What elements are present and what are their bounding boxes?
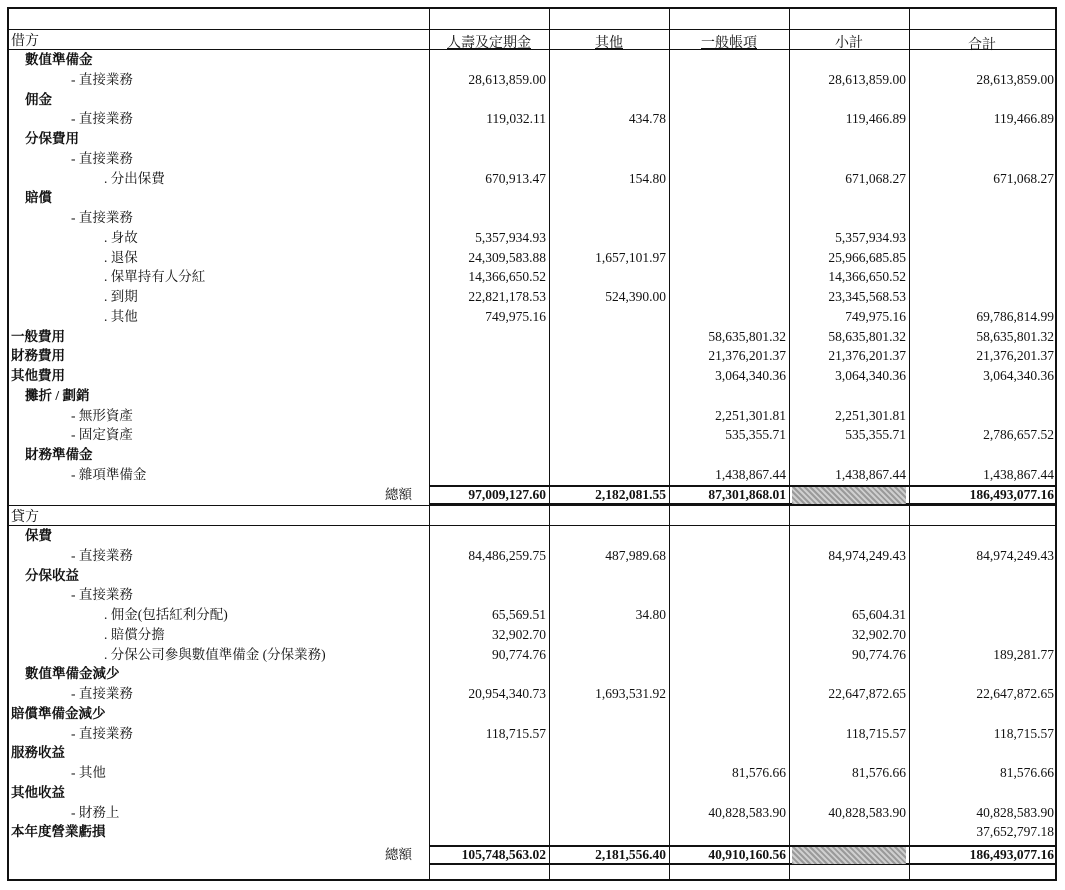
row-label: - 其他 bbox=[71, 765, 106, 780]
table-row bbox=[9, 425, 1055, 445]
header-top-rule bbox=[9, 29, 1055, 30]
row-label: - 直接業務 bbox=[71, 686, 133, 701]
amount-cell: 58,635,801.32 bbox=[708, 328, 786, 344]
amount-cell: 21,376,201.37 bbox=[708, 348, 786, 364]
table-row bbox=[9, 70, 1055, 90]
amount-cell: 2,251,301.81 bbox=[835, 407, 906, 423]
row-label: 一般費用 bbox=[11, 328, 65, 344]
row-label: - 直接業務 bbox=[71, 150, 133, 166]
total-amount-cell: 97,009,127.60 bbox=[468, 487, 546, 502]
amount-cell: 28,613,859.00 bbox=[468, 71, 546, 87]
total-label: 總額 bbox=[385, 847, 412, 862]
table-row bbox=[9, 585, 1055, 605]
row-label: 財務準備金 bbox=[25, 447, 93, 462]
row-label: 佣金 bbox=[25, 91, 52, 107]
row-label: - 直接業務 bbox=[71, 210, 133, 225]
amount-cell: 34.80 bbox=[635, 607, 666, 622]
amount-cell: 14,366,650.52 bbox=[468, 269, 546, 285]
amount-cell: 22,647,872.65 bbox=[828, 686, 906, 701]
amount-cell: 25,966,685.85 bbox=[828, 249, 906, 265]
table-row bbox=[9, 724, 1055, 744]
amount-cell: 23,345,568.53 bbox=[828, 289, 906, 304]
table-row bbox=[9, 803, 1055, 823]
table-row bbox=[9, 109, 1055, 129]
table-row bbox=[9, 625, 1055, 645]
table-row bbox=[9, 546, 1055, 566]
amount-cell: 1,693,531.92 bbox=[595, 686, 666, 701]
amount-cell: 3,064,340.36 bbox=[835, 368, 906, 383]
amount-cell: 535,355.71 bbox=[845, 427, 906, 443]
debit-totals-row bbox=[9, 485, 1055, 505]
amount-cell: 3,064,340.36 bbox=[983, 368, 1054, 383]
table-row bbox=[9, 684, 1055, 704]
row-label: . 保單持有人分紅 bbox=[104, 269, 206, 285]
amount-cell: 90,774.76 bbox=[852, 646, 906, 662]
column-header-subtotal: 小計 bbox=[835, 36, 863, 51]
table-row bbox=[9, 605, 1055, 625]
row-label: 分保費用 bbox=[25, 131, 79, 146]
total-amount-cell: 87,301,868.01 bbox=[708, 487, 786, 502]
amount-cell: 2,786,657.52 bbox=[983, 427, 1054, 443]
table-row bbox=[9, 822, 1055, 842]
table-row bbox=[9, 287, 1055, 307]
amount-cell: 154.80 bbox=[628, 170, 666, 186]
amount-cell: 81,576.66 bbox=[852, 765, 906, 780]
amount-cell: 32,902.70 bbox=[852, 626, 906, 642]
table-row bbox=[9, 307, 1055, 327]
amount-cell: 65,604.31 bbox=[852, 607, 906, 622]
amount-cell: 69,786,814.99 bbox=[976, 308, 1054, 324]
amount-cell: 21,376,201.37 bbox=[828, 348, 906, 364]
total-amount-cell: 186,493,077.16 bbox=[969, 487, 1054, 502]
amount-cell: 119,466.89 bbox=[993, 111, 1054, 127]
row-label: . 其他 bbox=[104, 308, 138, 324]
total-amount-cell: 40,910,160.56 bbox=[708, 847, 786, 862]
amount-cell: 749,975.16 bbox=[845, 308, 906, 324]
table-row bbox=[9, 645, 1055, 665]
row-label: . 賠償分擔 bbox=[104, 626, 165, 642]
amount-cell: 2,251,301.81 bbox=[715, 407, 786, 423]
amount-cell: 28,613,859.00 bbox=[976, 71, 1054, 87]
amount-cell: 21,376,201.37 bbox=[976, 348, 1054, 364]
amount-cell: 3,064,340.36 bbox=[715, 368, 786, 383]
credit-header-rule bbox=[9, 505, 1055, 506]
row-label: - 雜項準備金 bbox=[71, 466, 147, 482]
table-row bbox=[9, 90, 1055, 110]
amount-cell: 37,652,797.18 bbox=[976, 824, 1054, 840]
amount-cell: 14,366,650.52 bbox=[828, 269, 906, 285]
table-row bbox=[9, 188, 1055, 208]
table-row bbox=[9, 763, 1055, 783]
row-label: 保費 bbox=[25, 528, 52, 543]
row-label: 分保收益 bbox=[25, 567, 79, 583]
table-row bbox=[9, 346, 1055, 366]
row-label: . 退保 bbox=[104, 249, 138, 265]
amount-cell: 81,576.66 bbox=[1000, 765, 1054, 780]
amount-cell: 1,438,867.44 bbox=[835, 466, 906, 482]
column-header-life: 人壽及定期金 bbox=[447, 36, 531, 51]
table-row bbox=[9, 366, 1055, 386]
table-row bbox=[9, 386, 1055, 406]
amount-cell: 118,715.57 bbox=[993, 725, 1054, 741]
total-label: 總額 bbox=[385, 487, 412, 502]
table-row bbox=[9, 149, 1055, 169]
row-label: 其他費用 bbox=[11, 368, 65, 383]
amount-cell: 671,068.27 bbox=[993, 170, 1054, 186]
row-label: 賠償準備金減少 bbox=[11, 705, 106, 721]
table-row bbox=[9, 327, 1055, 347]
amount-cell: 5,357,934.93 bbox=[835, 229, 906, 245]
total-amount-cell: 186,493,077.16 bbox=[969, 847, 1054, 862]
credit-totals-row bbox=[9, 845, 1055, 865]
row-label: . 分保公司參與數值準備金 (分保業務) bbox=[104, 646, 326, 662]
amount-cell: 118,715.57 bbox=[485, 725, 546, 741]
row-label: - 直接業務 bbox=[71, 725, 133, 741]
amount-cell: 28,613,859.00 bbox=[828, 71, 906, 87]
amount-cell: 118,715.57 bbox=[845, 725, 906, 741]
debit-section-label: 借方 bbox=[11, 34, 39, 49]
row-label: . 身故 bbox=[104, 229, 138, 245]
total-amount-cell: 2,181,556.40 bbox=[595, 847, 666, 862]
amount-cell: 189,281.77 bbox=[993, 646, 1054, 662]
row-label: - 無形資產 bbox=[71, 407, 133, 423]
amount-cell: 24,309,583.88 bbox=[468, 249, 546, 265]
row-label: . 到期 bbox=[104, 289, 138, 304]
amount-cell: 22,647,872.65 bbox=[976, 686, 1054, 701]
amount-cell: 32,902.70 bbox=[492, 626, 546, 642]
amount-cell: 40,828,583.90 bbox=[708, 804, 786, 820]
row-label: - 財務上 bbox=[71, 804, 120, 820]
amount-cell: 84,974,249.43 bbox=[828, 547, 906, 563]
table-row bbox=[9, 566, 1055, 586]
row-label: 數值準備金 bbox=[25, 52, 93, 67]
table-row bbox=[9, 129, 1055, 149]
amount-cell: 84,486,259.75 bbox=[468, 547, 546, 563]
table-row bbox=[9, 228, 1055, 248]
amount-cell: 65,569.51 bbox=[492, 607, 546, 622]
amount-cell: 434.78 bbox=[628, 111, 666, 127]
column-header-other: 其他 bbox=[595, 36, 623, 51]
total-amount-cell: 105,748,563.02 bbox=[461, 847, 546, 862]
amount-cell: 20,954,340.73 bbox=[468, 686, 546, 701]
row-label: - 直接業務 bbox=[71, 587, 133, 603]
total-amount-cell: 2,182,081.55 bbox=[595, 487, 666, 502]
amount-cell: 487,989.68 bbox=[605, 547, 666, 563]
table-row bbox=[9, 406, 1055, 426]
amount-cell: 670,913.47 bbox=[485, 170, 546, 186]
row-label: 本年度營業虧損 bbox=[11, 824, 106, 840]
table-row bbox=[9, 50, 1055, 70]
row-label: . 佣金(包括紅利分配) bbox=[104, 607, 228, 622]
row-label: - 直接業務 bbox=[71, 547, 133, 563]
amount-cell: 119,466.89 bbox=[845, 111, 906, 127]
amount-cell: 749,975.16 bbox=[485, 308, 546, 324]
amount-cell: 84,974,249.43 bbox=[976, 547, 1054, 563]
amount-cell: 40,828,583.90 bbox=[828, 804, 906, 820]
row-label: 數值準備金減少 bbox=[25, 666, 120, 682]
amount-cell: 535,355.71 bbox=[725, 427, 786, 443]
amount-cell: 81,576.66 bbox=[732, 765, 786, 780]
amount-cell: 119,032.11 bbox=[486, 111, 546, 127]
ledger-sheet bbox=[7, 7, 1057, 881]
amount-cell: 90,774.76 bbox=[492, 646, 546, 662]
table-row bbox=[9, 445, 1055, 465]
table-row bbox=[9, 526, 1055, 546]
row-label: 服務收益 bbox=[11, 745, 65, 761]
table-row bbox=[9, 743, 1055, 763]
row-label: 賠償 bbox=[25, 190, 52, 206]
credit-section-label: 貸方 bbox=[11, 510, 39, 525]
amount-cell: 5,357,934.93 bbox=[475, 229, 546, 245]
table-row bbox=[9, 208, 1055, 228]
row-label: - 直接業務 bbox=[71, 111, 133, 127]
amount-cell: 1,657,101.97 bbox=[595, 249, 666, 265]
amount-cell: 524,390.00 bbox=[605, 289, 666, 304]
row-label: . 分出保費 bbox=[104, 170, 165, 186]
table-row bbox=[9, 783, 1055, 803]
column-header-total: 合計 bbox=[968, 38, 996, 53]
table-row bbox=[9, 267, 1055, 287]
amount-cell: 1,438,867.44 bbox=[715, 466, 786, 482]
amount-cell: 22,821,178.53 bbox=[468, 289, 546, 304]
column-header-general: 一般帳項 bbox=[701, 36, 757, 51]
table-row bbox=[9, 465, 1055, 485]
table-row bbox=[9, 169, 1055, 189]
table-row bbox=[9, 664, 1055, 684]
row-label: 財務費用 bbox=[11, 348, 65, 364]
amount-cell: 1,438,867.44 bbox=[983, 466, 1054, 482]
row-label: - 固定資產 bbox=[71, 427, 133, 443]
row-label: 攤折 / 劃銷 bbox=[25, 387, 90, 403]
row-label: 其他收益 bbox=[11, 784, 65, 800]
amount-cell: 671,068.27 bbox=[845, 170, 906, 186]
amount-cell: 58,635,801.32 bbox=[828, 328, 906, 344]
amount-cell: 40,828,583.90 bbox=[976, 804, 1054, 820]
row-label: - 直接業務 bbox=[71, 71, 133, 87]
table-row bbox=[9, 704, 1055, 724]
table-row bbox=[9, 248, 1055, 268]
amount-cell: 58,635,801.32 bbox=[976, 328, 1054, 344]
